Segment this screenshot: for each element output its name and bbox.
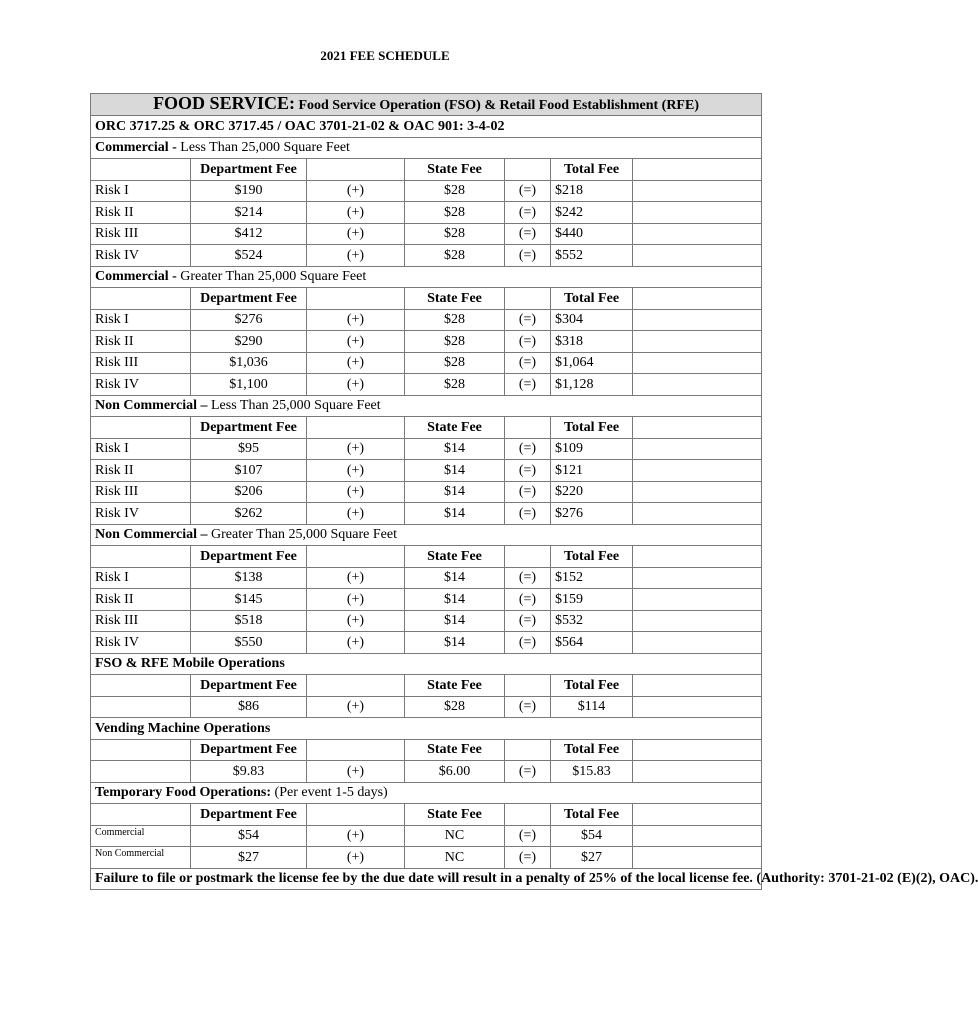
section-title-bold: Vending Machine Operations <box>95 720 271 736</box>
equals-operator: (=) <box>505 761 551 783</box>
total-fee-label: Total Fee <box>551 739 633 761</box>
section-title <box>91 653 762 675</box>
plus-operator: (+) <box>307 825 405 847</box>
total-fee-label: Total Fee <box>551 675 633 697</box>
risk-label: Risk I <box>91 567 191 589</box>
total-fee: $220 <box>551 481 633 503</box>
equals-operator: (=) <box>505 223 551 245</box>
department-fee: $86 <box>191 696 307 718</box>
column-label-row <box>91 288 762 310</box>
table-row <box>91 825 762 847</box>
section-title-row <box>91 782 762 804</box>
plus-operator: (+) <box>307 245 405 267</box>
blank-cell <box>633 202 762 224</box>
department-fee: $138 <box>191 567 307 589</box>
dept-fee-label: Department Fee <box>191 159 307 181</box>
total-fee: $318 <box>551 331 633 353</box>
blank-cell <box>633 589 762 611</box>
section-title-row <box>91 653 762 675</box>
fee-table-body <box>91 93 978 890</box>
equals-operator: (=) <box>505 481 551 503</box>
blank-cell <box>633 567 762 589</box>
state-fee: $14 <box>405 589 505 611</box>
risk-label: Risk II <box>91 460 191 482</box>
total-fee: $564 <box>551 632 633 654</box>
table-row <box>91 438 762 460</box>
department-fee: $290 <box>191 331 307 353</box>
blank-cell <box>633 847 762 869</box>
section-title-rest: Greater Than 25,000 Square Feet <box>180 269 367 285</box>
state-fee: $14 <box>405 632 505 654</box>
section-title <box>91 718 762 740</box>
blank-cell <box>91 159 191 181</box>
column-label-row <box>91 417 762 439</box>
department-fee: $524 <box>191 245 307 267</box>
blank-cell <box>91 288 191 310</box>
risk-label: Risk III <box>91 352 191 374</box>
total-fee: $1,128 <box>551 374 633 396</box>
blank-cell <box>505 739 551 761</box>
department-fee: $262 <box>191 503 307 525</box>
department-fee: $1,036 <box>191 352 307 374</box>
total-fee: $440 <box>551 223 633 245</box>
temporary-label: Non Commercial <box>91 847 191 869</box>
department-fee: $190 <box>191 180 307 202</box>
equals-operator: (=) <box>505 331 551 353</box>
blank-cell <box>633 460 762 482</box>
state-fee-label: State Fee <box>405 675 505 697</box>
total-fee: $218 <box>551 180 633 202</box>
table-row <box>91 610 762 632</box>
equals-operator: (=) <box>505 309 551 331</box>
risk-label: Risk IV <box>91 503 191 525</box>
section-title-bold: Commercial - <box>95 140 181 156</box>
state-fee: $28 <box>405 223 505 245</box>
table-header-row <box>91 94 762 116</box>
column-label-row <box>91 739 762 761</box>
state-fee: $28 <box>405 374 505 396</box>
risk-label: Risk II <box>91 331 191 353</box>
equals-operator: (=) <box>505 589 551 611</box>
temporary-label: Commercial <box>91 825 191 847</box>
blank-cell <box>505 417 551 439</box>
department-fee: $95 <box>191 438 307 460</box>
department-fee: $550 <box>191 632 307 654</box>
plus-operator: (+) <box>307 610 405 632</box>
blank-cell <box>633 288 762 310</box>
section-title-bold: Non Commercial – <box>95 527 211 543</box>
blank-cell <box>633 610 762 632</box>
department-fee: $214 <box>191 202 307 224</box>
blank-cell <box>633 159 762 181</box>
dept-fee-label: Department Fee <box>191 675 307 697</box>
table-row <box>91 847 762 869</box>
state-fee: $14 <box>405 481 505 503</box>
equals-operator: (=) <box>505 438 551 460</box>
column-label-row <box>91 159 762 181</box>
blank-cell <box>307 546 405 568</box>
section-title-bold: Temporary Food Operations: <box>95 785 272 801</box>
equals-operator: (=) <box>505 352 551 374</box>
plus-operator: (+) <box>307 481 405 503</box>
table-header <box>91 94 762 116</box>
total-fee: $121 <box>551 460 633 482</box>
state-fee: $14 <box>405 460 505 482</box>
blank-cell <box>91 696 191 718</box>
plus-operator: (+) <box>307 202 405 224</box>
plus-operator: (+) <box>307 374 405 396</box>
state-fee: $14 <box>405 610 505 632</box>
total-fee: $159 <box>551 589 633 611</box>
plus-operator: (+) <box>307 847 405 869</box>
blank-cell <box>633 632 762 654</box>
department-fee: $27 <box>191 847 307 869</box>
authority-line: ORC 3717.25 & ORC 3717.45 / OAC 3701-21-02 & OAC 901: 3-4-02 <box>91 116 762 138</box>
state-fee: $6.00 <box>405 761 505 783</box>
state-fee-label: State Fee <box>405 546 505 568</box>
blank-cell <box>91 417 191 439</box>
state-fee-label: State Fee <box>405 804 505 826</box>
plus-operator: (+) <box>307 567 405 589</box>
table-row <box>91 309 762 331</box>
department-fee: $107 <box>191 460 307 482</box>
equals-operator: (=) <box>505 503 551 525</box>
equals-operator: (=) <box>505 180 551 202</box>
blank-cell <box>505 675 551 697</box>
table-row <box>91 245 762 267</box>
plus-operator: (+) <box>307 352 405 374</box>
equals-operator: (=) <box>505 202 551 224</box>
footnote-row <box>91 868 762 890</box>
penalty-footnote: Failure to file or postmark the license fee by the due date will result in a penalty of 25% of the local license fee. (Authority: 3701-21-02 (E)(2), OAC). <box>91 868 762 890</box>
plus-operator: (+) <box>307 331 405 353</box>
blank-cell <box>633 503 762 525</box>
section-title-bold: Commercial - <box>95 269 181 285</box>
plus-operator: (+) <box>307 589 405 611</box>
total-fee: $242 <box>551 202 633 224</box>
equals-operator: (=) <box>505 632 551 654</box>
plus-operator: (+) <box>307 761 405 783</box>
department-fee: $412 <box>191 223 307 245</box>
blank-cell <box>633 309 762 331</box>
blank-cell <box>633 481 762 503</box>
state-fee-label: State Fee <box>405 739 505 761</box>
risk-label: Risk II <box>91 589 191 611</box>
blank-cell <box>633 352 762 374</box>
section-title-bold: FSO & RFE Mobile Operations <box>95 656 285 672</box>
column-label-row <box>91 546 762 568</box>
total-fee: $304 <box>551 309 633 331</box>
section-title-rest: Greater Than 25,000 Square Feet <box>211 527 397 543</box>
blank-cell <box>633 546 762 568</box>
plus-operator: (+) <box>307 460 405 482</box>
risk-label: Risk III <box>91 610 191 632</box>
total-fee: $276 <box>551 503 633 525</box>
blank-cell <box>91 739 191 761</box>
section-title-row <box>91 395 762 417</box>
plus-operator: (+) <box>307 438 405 460</box>
department-fee: $145 <box>191 589 307 611</box>
dept-fee-label: Department Fee <box>191 804 307 826</box>
table-row <box>91 632 762 654</box>
risk-label: Risk I <box>91 180 191 202</box>
risk-label: Risk I <box>91 309 191 331</box>
total-fee: $109 <box>551 438 633 460</box>
plus-operator: (+) <box>307 223 405 245</box>
dept-fee-label: Department Fee <box>191 546 307 568</box>
risk-label: Risk III <box>91 223 191 245</box>
equals-operator: (=) <box>505 847 551 869</box>
blank-cell <box>633 223 762 245</box>
state-fee: $28 <box>405 180 505 202</box>
plus-operator: (+) <box>307 696 405 718</box>
table-row <box>91 223 762 245</box>
fee-schedule-table <box>90 93 978 890</box>
table-row <box>91 374 762 396</box>
blank-cell <box>505 159 551 181</box>
total-fee: $552 <box>551 245 633 267</box>
equals-operator: (=) <box>505 245 551 267</box>
department-fee: $518 <box>191 610 307 632</box>
blank-cell <box>307 159 405 181</box>
total-fee-label: Total Fee <box>551 804 633 826</box>
section-title-bold: Non Commercial – <box>95 398 211 414</box>
blank-cell <box>307 288 405 310</box>
authority-row <box>91 116 762 138</box>
risk-label: Risk IV <box>91 632 191 654</box>
page-title: 2021 FEE SCHEDULE <box>320 48 450 63</box>
equals-operator: (=) <box>505 567 551 589</box>
total-fee-label: Total Fee <box>551 546 633 568</box>
state-fee: $28 <box>405 245 505 267</box>
blank-cell <box>91 675 191 697</box>
blank-cell <box>633 761 762 783</box>
total-fee-label: Total Fee <box>551 417 633 439</box>
department-fee: $1,100 <box>191 374 307 396</box>
plus-operator: (+) <box>307 503 405 525</box>
risk-label: Risk IV <box>91 245 191 267</box>
total-fee-label: Total Fee <box>551 159 633 181</box>
state-fee: $28 <box>405 202 505 224</box>
blank-cell <box>307 675 405 697</box>
section-title-row <box>91 524 762 546</box>
column-label-row <box>91 804 762 826</box>
state-fee-label: State Fee <box>405 417 505 439</box>
table-row <box>91 352 762 374</box>
section-title <box>91 524 762 546</box>
equals-operator: (=) <box>505 610 551 632</box>
blank-cell <box>307 739 405 761</box>
state-fee: $28 <box>405 696 505 718</box>
blank-cell <box>505 546 551 568</box>
equals-operator: (=) <box>505 696 551 718</box>
total-fee: $54 <box>551 825 633 847</box>
state-fee: $28 <box>405 352 505 374</box>
table-row <box>91 589 762 611</box>
blank-cell <box>633 180 762 202</box>
total-fee: $1,064 <box>551 352 633 374</box>
table-row <box>91 481 762 503</box>
department-fee: $54 <box>191 825 307 847</box>
header-title-main: FOOD SERVICE: <box>153 93 295 113</box>
blank-cell <box>633 696 762 718</box>
state-fee: $14 <box>405 438 505 460</box>
dept-fee-label: Department Fee <box>191 288 307 310</box>
section-title-row <box>91 718 762 740</box>
blank-cell <box>633 675 762 697</box>
section-title <box>91 782 762 804</box>
section-title <box>91 266 762 288</box>
risk-label: Risk I <box>91 438 191 460</box>
blank-cell <box>91 546 191 568</box>
section-title-row <box>91 137 762 159</box>
table-row <box>91 180 762 202</box>
department-fee: $9.83 <box>191 761 307 783</box>
state-fee-label: State Fee <box>405 288 505 310</box>
total-fee-label: Total Fee <box>551 288 633 310</box>
section-title <box>91 137 762 159</box>
total-fee: $152 <box>551 567 633 589</box>
section-title-row <box>91 266 762 288</box>
dept-fee-label: Department Fee <box>191 739 307 761</box>
table-row <box>91 503 762 525</box>
state-fee: $14 <box>405 503 505 525</box>
blank-cell <box>91 761 191 783</box>
total-fee: $114 <box>551 696 633 718</box>
state-fee: NC <box>405 825 505 847</box>
blank-cell <box>633 417 762 439</box>
equals-operator: (=) <box>505 374 551 396</box>
dept-fee-label: Department Fee <box>191 417 307 439</box>
state-fee-label: State Fee <box>405 159 505 181</box>
blank-cell <box>633 245 762 267</box>
department-fee: $206 <box>191 481 307 503</box>
section-title-rest: (Per event 1-5 days) <box>271 785 388 801</box>
blank-cell <box>307 804 405 826</box>
section-title-rest: Less Than 25,000 Square Feet <box>211 398 381 414</box>
blank-cell <box>505 288 551 310</box>
plus-operator: (+) <box>307 309 405 331</box>
table-row <box>91 761 762 783</box>
equals-operator: (=) <box>505 460 551 482</box>
section-title-rest: Less Than 25,000 Square Feet <box>180 140 350 156</box>
plus-operator: (+) <box>307 180 405 202</box>
table-row <box>91 696 762 718</box>
risk-label: Risk IV <box>91 374 191 396</box>
blank-cell <box>633 374 762 396</box>
column-label-row <box>91 675 762 697</box>
table-row <box>91 460 762 482</box>
total-fee: $15.83 <box>551 761 633 783</box>
equals-operator: (=) <box>505 825 551 847</box>
section-title <box>91 395 762 417</box>
blank-cell <box>307 417 405 439</box>
blank-cell <box>633 331 762 353</box>
state-fee: $14 <box>405 567 505 589</box>
total-fee: $532 <box>551 610 633 632</box>
state-fee: NC <box>405 847 505 869</box>
risk-label: Risk III <box>91 481 191 503</box>
blank-cell <box>633 438 762 460</box>
blank-cell <box>505 804 551 826</box>
department-fee: $276 <box>191 309 307 331</box>
state-fee: $28 <box>405 331 505 353</box>
header-title-sub: Food Service Operation (FSO) & Retail Food Establishment (RFE) <box>294 98 699 113</box>
blank-cell <box>633 804 762 826</box>
risk-label: Risk II <box>91 202 191 224</box>
blank-cell <box>633 739 762 761</box>
plus-operator: (+) <box>307 632 405 654</box>
table-row <box>91 567 762 589</box>
table-row <box>91 202 762 224</box>
total-fee: $27 <box>551 847 633 869</box>
state-fee: $28 <box>405 309 505 331</box>
blank-cell <box>633 825 762 847</box>
table-row <box>91 331 762 353</box>
blank-cell <box>91 804 191 826</box>
